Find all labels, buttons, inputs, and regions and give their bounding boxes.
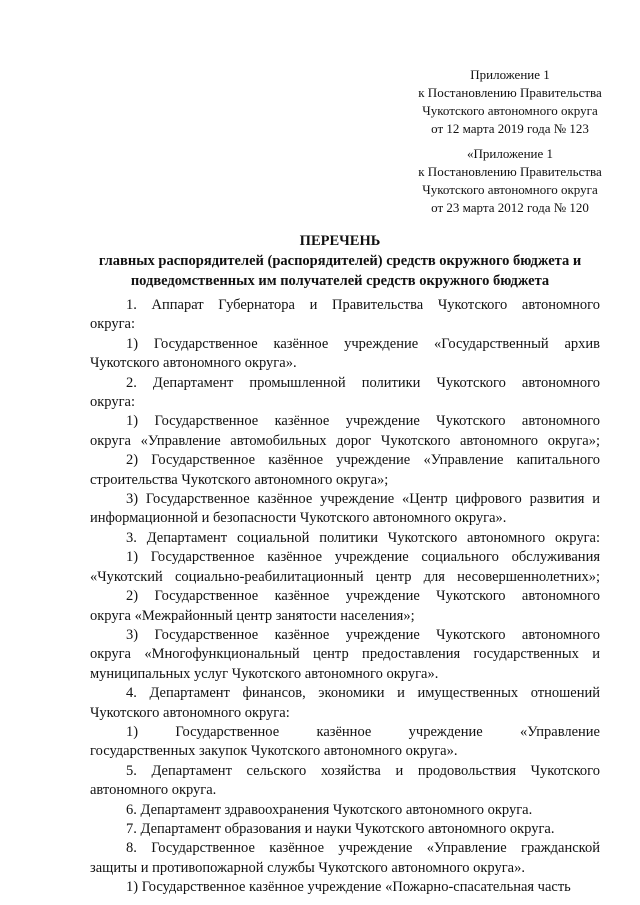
appendix-previous-line: Чукотского автономного округа — [422, 182, 598, 197]
document-subtitle-line: главных распорядителей (распорядителей) средств окружного бюджета и — [98, 253, 582, 269]
appendix-previous-line: к Постановлению Правительства — [418, 164, 602, 179]
body-line: 1) Государственное казённое учреждение социального обслуживания — [126, 549, 600, 566]
appendix-previous-line: «Приложение 1 — [466, 146, 554, 161]
body-line: муниципальных услуг Чукотского автономного округа». — [90, 665, 439, 682]
body-line: «Чукотский социально-реабилитационный центр для несовершеннолетних»; — [90, 568, 600, 585]
document-title: ПЕРЕЧЕНЬ — [299, 233, 381, 249]
body-line: информационной и безопасности Чукотского автономного округа». — [90, 510, 507, 527]
body-line: 1) Государственное казённое учреждение Чукотского автономного — [126, 413, 600, 430]
body-line: 1) Государственное казённое учреждение «Пожарно-спасательная часть — [126, 879, 571, 896]
appendix-current-line: Чукотского автономного округа — [422, 103, 598, 118]
body-line: 2) Государственное казённое учреждение Чукотского автономного — [126, 588, 600, 605]
body-line: 1) Государственное казённое учреждение «Управление — [126, 723, 600, 740]
body-line: 8. Государственное казённое учреждение «Управление гражданской — [126, 840, 600, 857]
body-line: 3. Департамент социальной политики Чукотского автономного округа: — [126, 529, 600, 546]
body-line: автономного округа. — [90, 782, 217, 799]
appendix-previous-line: от 23 марта 2012 года № 120 — [431, 200, 589, 215]
body-line: 3) Государственное казённое учреждение «Центр цифрового развития и — [126, 491, 600, 508]
body-line: Чукотского автономного округа: — [90, 704, 290, 721]
appendix-current-block — [380, 66, 640, 138]
body-line: 2. Департамент промышленной политики Чукотского автономного — [126, 374, 600, 391]
body-line: 5. Департамент сельского хозяйства и продовольствия Чукотского — [126, 762, 600, 779]
document-subtitle-line: подведомственных им получателей средств окружного бюджета — [130, 273, 550, 289]
appendix-current-line: от 12 марта 2019 года № 123 — [431, 121, 589, 136]
body-line: строительства Чукотского автономного округа»; — [90, 471, 389, 488]
body-line: округа «Многофункциональный центр предоставления государственных и — [90, 646, 600, 663]
body-line: государственных закупок Чукотского автономного округа». — [90, 743, 458, 760]
body-line: округа «Управление автомобильных дорог Чукотского автономного округа»; — [90, 432, 600, 449]
body-line: 4. Департамент финансов, экономики и имущественных отношений — [126, 685, 600, 702]
document-body — [90, 296, 600, 898]
body-line: Чукотского автономного округа». — [90, 355, 297, 372]
body-line: округа: — [90, 394, 136, 411]
body-line: округа «Межрайонный центр занятости населения»; — [90, 607, 415, 624]
body-line: 3) Государственное казённое учреждение Чукотского автономного — [126, 626, 600, 643]
appendix-current-line: Приложение 1 — [470, 67, 550, 82]
body-line: 6. Департамент здравоохранения Чукотского автономного округа. — [126, 801, 533, 818]
body-line: 1. Аппарат Губернатора и Правительства Чукотского автономного — [126, 297, 600, 313]
appendix-previous-block — [380, 145, 640, 217]
body-line: 1) Государственное казённое учреждение «Государственный архив — [126, 335, 600, 352]
body-line: округа: — [90, 316, 136, 333]
body-line: 2) Государственное казённое учреждение «Управление капитального — [126, 452, 600, 469]
body-line: защиты и противопожарной службы Чукотского автономного округа». — [90, 859, 525, 876]
body-line: 7. Департамент образования и науки Чукотского автономного округа. — [126, 820, 555, 837]
appendix-current-line: к Постановлению Правительства — [418, 85, 602, 100]
